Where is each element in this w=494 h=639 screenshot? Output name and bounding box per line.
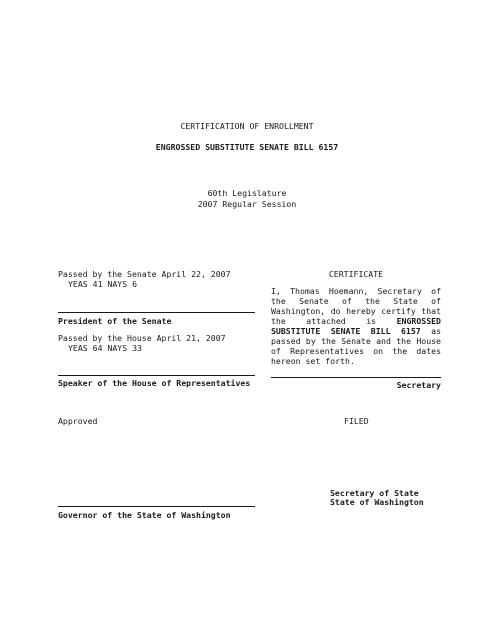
legislature-label: 60th Legislature: [207, 188, 287, 198]
certification-heading: CERTIFICATION OF ENROLLMENT: [180, 121, 314, 131]
senate-passed-date: Passed by the Senate April 22, 2007: [58, 269, 231, 279]
speaker-signature-label: Speaker of the House of Representatives: [58, 378, 251, 388]
president-signature-line: [58, 312, 255, 313]
certificate-title: CERTIFICATE: [328, 269, 384, 279]
state-of-washington-label: State of Washington: [330, 497, 424, 507]
house-vote-count: YEAS 64 NAYS 33: [68, 343, 142, 353]
president-signature-label: President of the Senate: [58, 316, 172, 326]
bill-title: ENGROSSED SUBSTITUTE SENATE BILL 6157: [155, 142, 339, 152]
certificate-text: [271, 286, 441, 366]
governor-signature-label: Governor of the State of Washington: [58, 510, 231, 520]
approved-label: Approved: [58, 416, 98, 426]
secretary-signature-line: [271, 377, 441, 378]
certificate-bill-name: ENGROSSED SUBSTITUTE SENATE BILL 6157: [271, 316, 441, 336]
filed-label: FILED: [344, 416, 369, 426]
secretary-of-state-label: Secretary of State: [330, 488, 419, 498]
session-label: 2007 Regular Session: [197, 199, 297, 209]
secretary-signature-label: Secretary: [396, 380, 441, 390]
speaker-signature-line: [58, 375, 255, 376]
certificate-text-part1: I, Thomas Hoemann, Secretary of the Senate of the State of Washington, do hereby certify that the attached is: [271, 286, 441, 326]
senate-vote-count: YEAS 41 NAYS 6: [68, 279, 138, 289]
house-passed-date: Passed by the House April 21, 2007: [58, 333, 226, 343]
governor-signature-line: [58, 506, 255, 507]
certificate-text-part2: as passed by the Senate and the House of Representatives on the dates hereon set forth.: [271, 326, 442, 366]
